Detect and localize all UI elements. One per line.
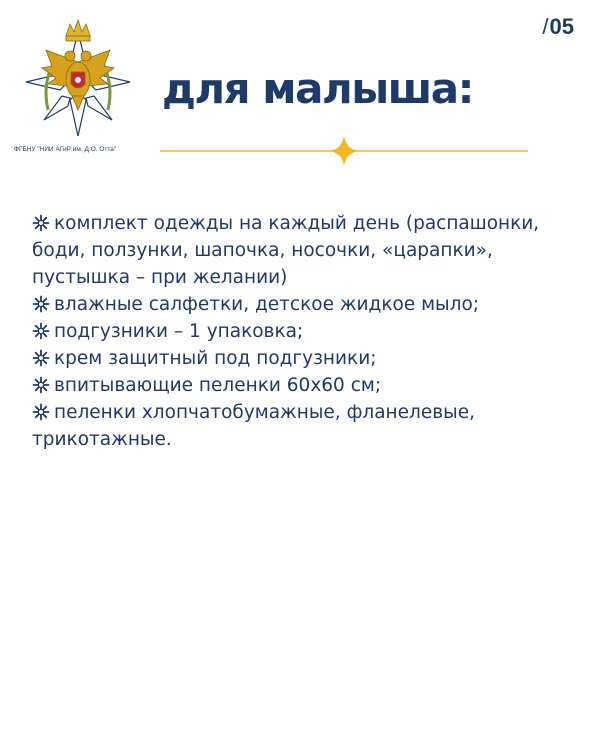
- list-item: [32, 210, 572, 291]
- page-title: для малыша:: [162, 64, 473, 113]
- list-item: [32, 372, 572, 399]
- list-item-text: крем защитный под подгузники;: [54, 348, 377, 369]
- institute-emblem: [18, 14, 138, 142]
- page-number: /05: [542, 14, 574, 39]
- items-list: [32, 210, 572, 453]
- starburst-bullet-icon: [32, 214, 50, 232]
- list-item: [32, 345, 572, 372]
- starburst-bullet-icon: [32, 295, 50, 313]
- page-number-value: 05: [549, 14, 574, 39]
- starburst-bullet-icon: [32, 376, 50, 394]
- list-item-text: влажные салфетки, детское жидкое мыло;: [54, 294, 480, 315]
- list-item-text: впитывающие пеленки 60х60 см;: [54, 375, 382, 396]
- list-item: [32, 318, 572, 345]
- list-item-text: комплект одежды на каждый день (распашонки, боди, ползунки, шапочка, носочки, «царапки», пустышка – при желании): [32, 213, 540, 288]
- list-item: [32, 399, 572, 453]
- list-item-text: подгузники – 1 упаковка;: [54, 321, 304, 342]
- list-item-text: пеленки хлопчатобумажные, фланелевые, трикотажные.: [32, 402, 476, 450]
- org-caption: ФГБНУ "НИИ АГиР им. Д.О. Отта": [14, 146, 117, 153]
- starburst-bullet-icon: [32, 403, 50, 421]
- sparkle-icon: [329, 136, 359, 166]
- starburst-bullet-icon: [32, 349, 50, 367]
- sparkle-divider: [160, 136, 528, 166]
- list-item: [32, 291, 572, 318]
- starburst-bullet-icon: [32, 322, 50, 340]
